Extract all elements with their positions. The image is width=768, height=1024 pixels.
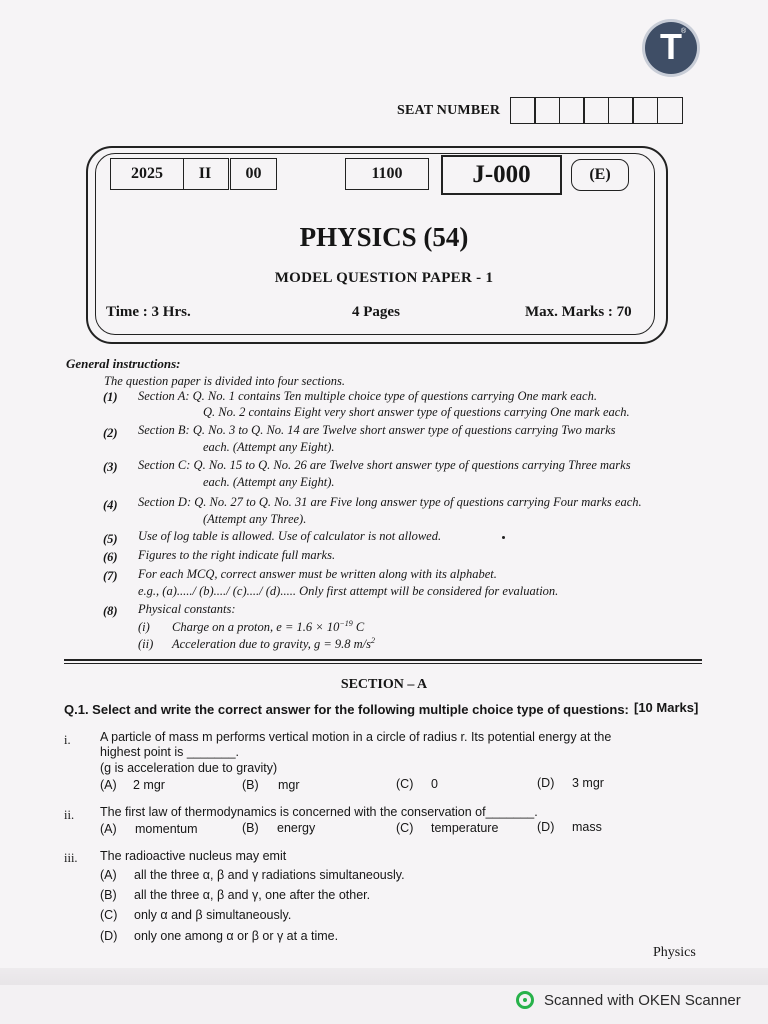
scanner-text: Scanned with OKEN Scanner bbox=[544, 991, 741, 1009]
instructions-heading: General instructions: bbox=[66, 356, 181, 371]
seat-box[interactable] bbox=[510, 97, 536, 124]
code-cell: 00 bbox=[230, 158, 277, 190]
option-text: temperature bbox=[431, 821, 499, 835]
instruction-line: Section B: Q. No. 3 to Q. No. 14 are Twelve short answer type of questions carrying Two marks bbox=[138, 423, 616, 437]
option-text: 2 mgr bbox=[133, 778, 165, 792]
option-text: mass bbox=[572, 820, 602, 834]
year-cell: 2025 bbox=[110, 158, 184, 190]
instruction-number: (1) bbox=[103, 390, 118, 404]
option-label: (A) bbox=[100, 778, 117, 792]
section-heading: SECTION – A bbox=[340, 677, 428, 692]
instruction-number: (6) bbox=[103, 550, 118, 564]
option-text: all the three α, β and γ radiations simultaneously. bbox=[134, 868, 405, 882]
option-label: (A) bbox=[100, 868, 117, 882]
instruction-line: Use of log table is allowed. Use of calculator is not allowed. bbox=[138, 529, 442, 543]
instruction-number: (5) bbox=[103, 532, 118, 546]
roman-cell: II bbox=[182, 158, 229, 190]
instruction-number: (8) bbox=[103, 604, 118, 618]
constant-exponent: 2 bbox=[371, 636, 376, 645]
seat-number-boxes[interactable] bbox=[511, 97, 683, 124]
paper-subtitle: MODEL QUESTION PAPER - 1 bbox=[274, 270, 494, 286]
seat-box[interactable] bbox=[583, 97, 609, 124]
scanner-logo-icon bbox=[516, 991, 534, 1009]
instruction-line: Physical constants: bbox=[138, 602, 236, 616]
code-cell-2: 1100 bbox=[345, 158, 429, 190]
option-text: mgr bbox=[278, 778, 300, 792]
constant-proton-charge bbox=[172, 619, 364, 635]
option-text: energy bbox=[277, 821, 316, 835]
seat-number-label: SEAT NUMBER bbox=[397, 103, 501, 118]
instruction-number: (4) bbox=[103, 498, 118, 512]
scan-shadow bbox=[0, 968, 768, 985]
paper-title: PHYSICS (54) bbox=[299, 222, 469, 252]
instructions-intro: The question paper is divided into four sections. bbox=[104, 374, 345, 388]
instruction-number: (3) bbox=[103, 460, 118, 474]
scanner-watermark bbox=[516, 991, 741, 1009]
paper-code-cell: J-000 bbox=[441, 155, 562, 195]
instruction-line: For each MCQ, correct answer must be written along with its alphabet. bbox=[138, 567, 497, 581]
seat-box[interactable] bbox=[534, 97, 560, 124]
instruction-line: Section C: Q. No. 15 to Q. No. 26 are Twelve short answer type of questions carrying Three marks bbox=[138, 458, 631, 472]
question-number: i. bbox=[64, 733, 71, 747]
divider-rule bbox=[64, 659, 702, 661]
pages-text: 4 Pages bbox=[352, 304, 400, 320]
footer-subject: Physics bbox=[653, 945, 696, 960]
logo-registered-mark: ® bbox=[681, 28, 687, 35]
seat-box[interactable] bbox=[632, 97, 658, 124]
option-label: (D) bbox=[537, 776, 555, 790]
instruction-line: Section A: Q. No. 1 contains Ten multiple choice type of questions carrying One mark each. bbox=[138, 389, 597, 403]
question-number: ii. bbox=[64, 808, 75, 822]
speck bbox=[502, 536, 505, 539]
option-label: (B) bbox=[100, 888, 117, 902]
option-label: (A) bbox=[100, 822, 117, 836]
option-label: (B) bbox=[242, 778, 259, 792]
option-label: (D) bbox=[537, 820, 555, 834]
instruction-line: Figures to the right indicate full marks. bbox=[138, 548, 336, 562]
option-label: (C) bbox=[396, 777, 414, 791]
constant-exponent: −19 bbox=[339, 619, 353, 628]
option-text: only one among α or β or γ at a time. bbox=[134, 929, 339, 943]
question-number: iii. bbox=[64, 851, 78, 865]
question-text: (g is acceleration due to gravity) bbox=[100, 761, 278, 775]
divider-rule bbox=[64, 663, 702, 664]
question-1-marks: [10 Marks] bbox=[634, 700, 699, 715]
time-text: Time : 3 Hrs. bbox=[106, 304, 191, 320]
instruction-line: each. (Attempt any Eight). bbox=[203, 440, 335, 454]
instruction-line: (Attempt any Three). bbox=[203, 512, 307, 526]
seat-box[interactable] bbox=[657, 97, 683, 124]
constant-number: (i) bbox=[138, 620, 150, 634]
constant-gravity bbox=[172, 636, 375, 652]
instruction-line: Section D: Q. No. 27 to Q. No. 31 are Five long answer type of questions carrying Four marks each. bbox=[138, 495, 642, 509]
max-marks-text: Max. Marks : 70 bbox=[525, 304, 632, 320]
publisher-logo bbox=[645, 22, 697, 74]
option-label: (C) bbox=[396, 821, 414, 835]
constant-unit: C bbox=[352, 620, 365, 635]
instruction-number: (7) bbox=[103, 569, 118, 583]
instruction-number: (2) bbox=[103, 426, 118, 440]
seat-box[interactable] bbox=[608, 97, 634, 124]
question-text: A particle of mass m performs vertical motion in a circle of radius r. Its potential energy at the bbox=[100, 730, 612, 744]
option-text: all the three α, β and γ, one after the other. bbox=[134, 888, 371, 902]
option-text: momentum bbox=[135, 822, 198, 836]
instruction-line: Q. No. 2 contains Eight very short answer type of questions carrying One mark each. bbox=[203, 405, 630, 419]
question-text: The first law of thermodynamics is concerned with the conservation of_______. bbox=[100, 805, 538, 819]
logo-letter: T bbox=[660, 26, 682, 67]
constant-text: Acceleration due to gravity, g = 9.8 m/s bbox=[172, 637, 372, 652]
option-label: (D) bbox=[100, 929, 118, 943]
constant-number: (ii) bbox=[138, 637, 154, 651]
option-text: 3 mgr bbox=[572, 776, 604, 790]
question-text: The radioactive nucleus may emit bbox=[100, 849, 287, 863]
option-text: only α and β simultaneously. bbox=[134, 908, 292, 922]
instruction-line: e.g., (a)...../ (b)..../ (c)..../ (d)..... Only first attempt will be considered for evaluation. bbox=[138, 584, 559, 598]
instruction-line: each. (Attempt any Eight). bbox=[203, 475, 335, 489]
option-label: (B) bbox=[242, 821, 259, 835]
constant-text: Charge on a proton, e = 1.6 × 10 bbox=[172, 620, 340, 635]
question-text: highest point is _______. bbox=[100, 745, 239, 759]
question-1-instruction: Q.1. Select and write the correct answer for the following multiple choice type of questions: bbox=[64, 702, 629, 717]
seat-box[interactable] bbox=[559, 97, 585, 124]
medium-cell: (E) bbox=[571, 159, 629, 191]
option-label: (C) bbox=[100, 908, 118, 922]
option-text: 0 bbox=[431, 777, 438, 791]
